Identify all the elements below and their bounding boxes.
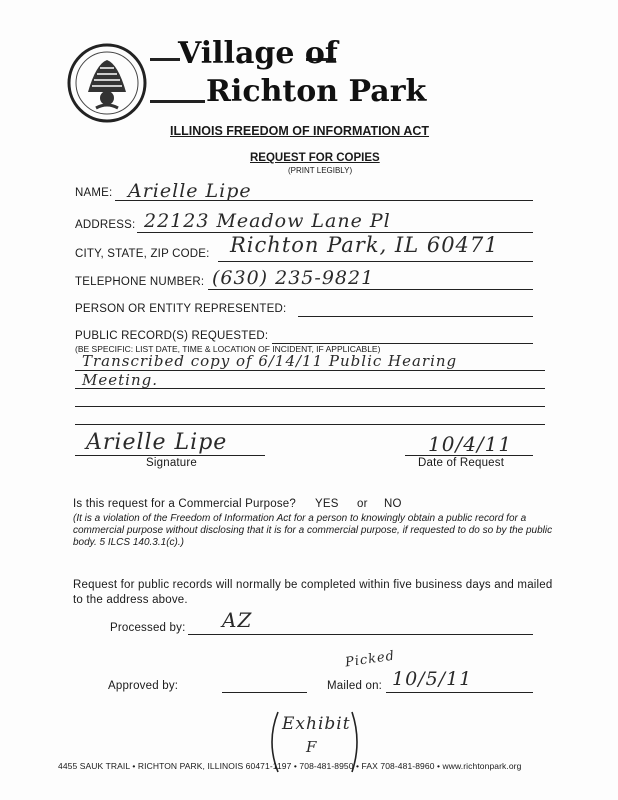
commercial-or: or xyxy=(357,498,368,510)
records-value-line2: Meeting. xyxy=(82,371,158,389)
commercial-note: (It is a violation of the Freedom of Information Act for a person to knowingly obtain a public record for a commercial purpose without disclosing that it is for a commercial purpose, if requested to do so by the public body. 5 ILCS 140.3.1(c).) xyxy=(73,513,553,548)
records-value-line1: Transcribed copy of 6/14/11 Public Hearing xyxy=(82,352,458,370)
mailed-on-note: Picked xyxy=(344,648,396,671)
date-of-request-label: Date of Request xyxy=(418,457,505,469)
date-line xyxy=(405,455,533,456)
entity-label: PERSON OR ENTITY REPRESENTED: xyxy=(75,303,287,315)
signature-line xyxy=(75,455,265,456)
mailed-on-value: 10/5/11 xyxy=(392,668,473,690)
processing-notice: Request for public records will normally be completed within five business days and mailed to the address above. xyxy=(73,579,553,606)
records-line-4 xyxy=(75,424,545,425)
records-hint: (BE SPECIFIC: LIST DATE, TIME & LOCATION OF INCIDENT, IF APPLICABLE) xyxy=(75,344,381,354)
processed-by-line xyxy=(188,634,533,635)
entity-line xyxy=(298,316,533,317)
records-label: PUBLIC RECORD(S) REQUESTED: xyxy=(75,330,269,342)
request-title: REQUEST FOR COPIES xyxy=(250,152,380,164)
processed-by-label: Processed by: xyxy=(110,622,186,634)
mailed-on-line xyxy=(386,692,533,693)
address-label: ADDRESS: xyxy=(75,219,136,231)
name-label: NAME: xyxy=(75,187,113,199)
commercial-yes: YES xyxy=(315,498,339,510)
footer-address: 4455 SAUK TRAIL • RICHTON PARK, ILLINOIS 60471-1197 • 708-481-8950 • FAX 708-481-8960 • www.richtonpark.org xyxy=(58,761,522,771)
name-value: Arielle Lipe xyxy=(128,180,252,202)
telephone-value: (630) 235-9821 xyxy=(212,267,375,289)
telephone-line xyxy=(208,289,533,290)
commercial-no: NO xyxy=(384,498,402,510)
village-title-line1: Village of xyxy=(178,36,338,71)
print-legibly-note: (PRINT LEGIBLY) xyxy=(288,166,353,175)
mailed-on-label: Mailed on: xyxy=(327,680,383,692)
title-rule-bottom xyxy=(150,100,205,103)
city-line xyxy=(218,261,533,262)
village-title-line2: Richton Park xyxy=(206,74,427,109)
city-state-zip-value: Richton Park, IL 60471 xyxy=(230,233,499,257)
signature-value: Arielle Lipe xyxy=(86,430,228,455)
exhibit-letter: F xyxy=(306,738,318,756)
date-of-request-value: 10/4/11 xyxy=(428,432,513,456)
city-state-zip-label: CITY, STATE, ZIP CODE: xyxy=(75,248,210,260)
records-line-3 xyxy=(75,406,545,407)
title-rule-left xyxy=(150,58,180,61)
telephone-label: TELEPHONE NUMBER: xyxy=(75,276,205,288)
approved-by-line xyxy=(222,692,307,693)
address-value: 22123 Meadow Lane Pl xyxy=(144,210,391,232)
village-seal-logo xyxy=(66,42,148,124)
approved-by-label: Approved by: xyxy=(108,680,179,692)
signature-label: Signature xyxy=(146,457,198,469)
processed-by-value: AZ xyxy=(222,608,253,632)
exhibit-label: Exhibit xyxy=(282,714,351,734)
act-title: ILLINOIS FREEDOM OF INFORMATION ACT xyxy=(170,124,430,138)
commercial-question: Is this request for a Commercial Purpose? xyxy=(73,498,296,510)
